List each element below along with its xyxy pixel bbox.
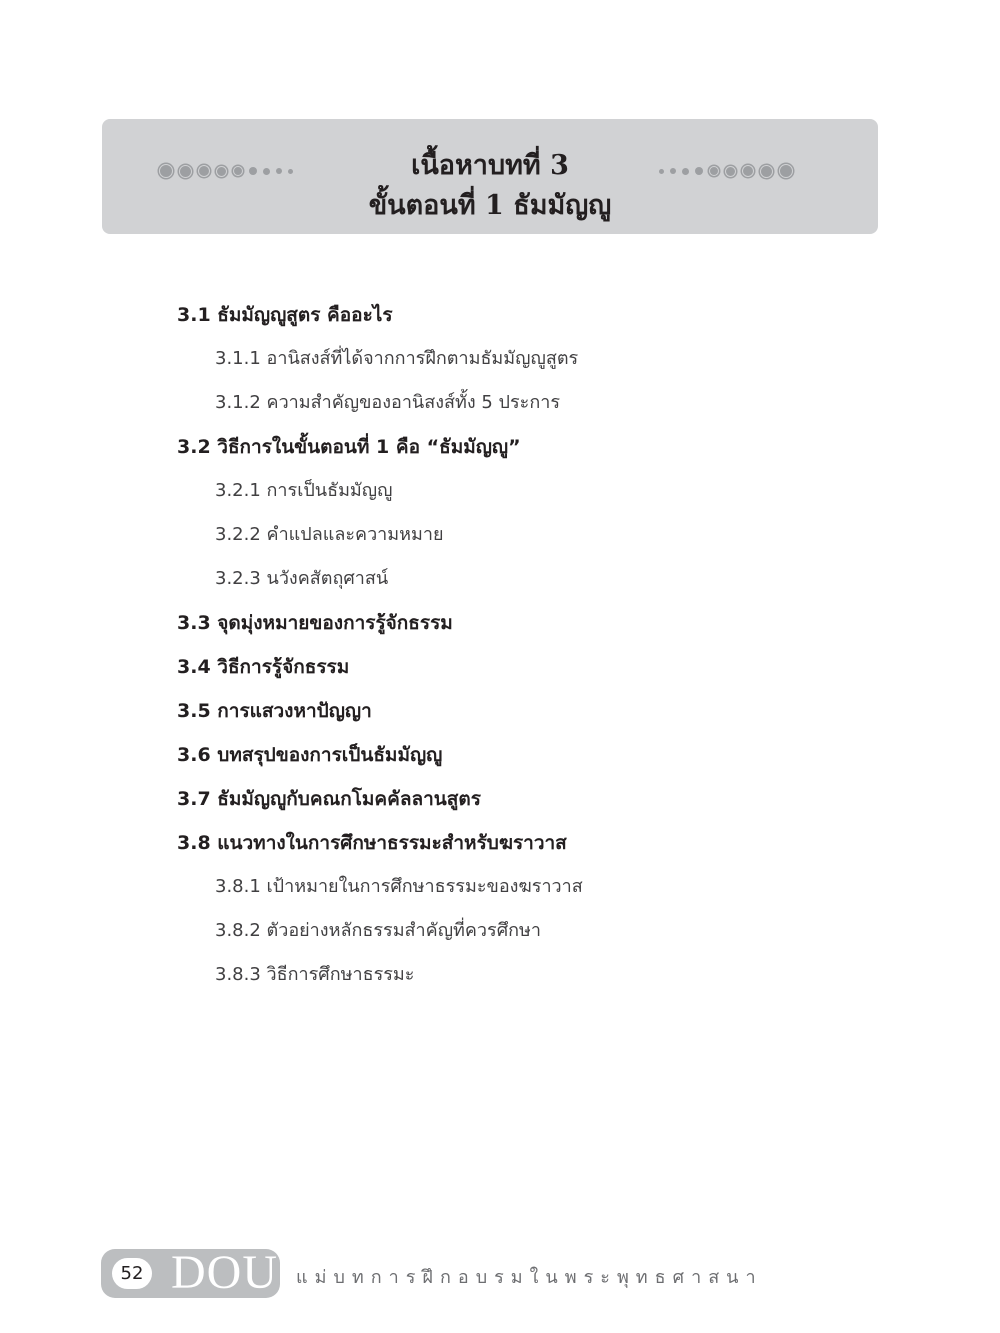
toc-item: 3.7 ธัมมัญญูกับคณกโมคคัลลานสูตร (177, 788, 481, 810)
toc-item: 3.3 จุดมุ่งหมายของการรู้จักธรรม (177, 612, 453, 634)
toc-item: 3.1 ธัมมัญญูสูตร คืออะไร (177, 304, 393, 326)
dot-icon (659, 169, 664, 174)
toc-item: 3.4 วิธีการรู้จักธรรม (177, 656, 350, 678)
toc-subitem: 3.2.2 คำแปลและความหมาย (215, 524, 444, 545)
dot-icon (682, 168, 689, 175)
chapter-subtitle: ขั้นตอนที่ 1 ธัมมัญญู (368, 190, 612, 221)
book-title: แม่บทการฝึกอบรมในพระพุทธศาสนา (296, 1267, 763, 1288)
dot-icon (670, 168, 676, 174)
toc-subitem: 3.8.1 เป้าหมายในการศึกษาธรรมะของฆราวาส (215, 876, 583, 897)
decorative-dots-right (659, 164, 799, 178)
toc-item: 3.6 บทสรุปของการเป็นธัมมัญญู (177, 744, 443, 766)
footer-badge (101, 1246, 280, 1299)
toc-subitem: 3.8.3 วิธีการศึกษาธรรมะ (215, 964, 415, 985)
chapter-title: เนื้อหาบทที่ 3 (411, 150, 569, 181)
dot-icon (725, 166, 736, 177)
toc-subitem: 3.1.1 อานิสงส์ที่ได้จากการฝึกตามธัมมัญญูสูตร (215, 348, 579, 369)
dot-icon (695, 167, 703, 175)
brand-logo: DOU (171, 1246, 278, 1299)
chapter-header (102, 119, 878, 234)
dot-icon (760, 165, 773, 178)
toc-item: 3.8 แนวทางในการศึกษาธรรมะสำหรับฆราวาส (177, 832, 567, 854)
toc-item: 3.5 การแสวงหาปัญญา (177, 700, 372, 722)
toc-item: 3.2 วิธีการในขั้นตอนที่ 1 คือ “ธัมมัญญู” (177, 436, 521, 458)
toc-subitem: 3.1.2 ความสำคัญของอานิสงส์ทั้ง 5 ประการ (215, 392, 560, 413)
toc-subitem: 3.2.3 นวังคสัตถุศาสน์ (215, 568, 389, 589)
page-number: 52 (112, 1258, 152, 1289)
toc-subitem: 3.8.2 ตัวอย่างหลักธรรมสำคัญที่ควรศึกษา (215, 920, 542, 941)
dot-icon (742, 165, 754, 177)
toc-subitem: 3.2.1 การเป็นธัมมัญญู (215, 480, 393, 501)
dot-icon (779, 164, 793, 178)
dot-icon (709, 166, 719, 176)
